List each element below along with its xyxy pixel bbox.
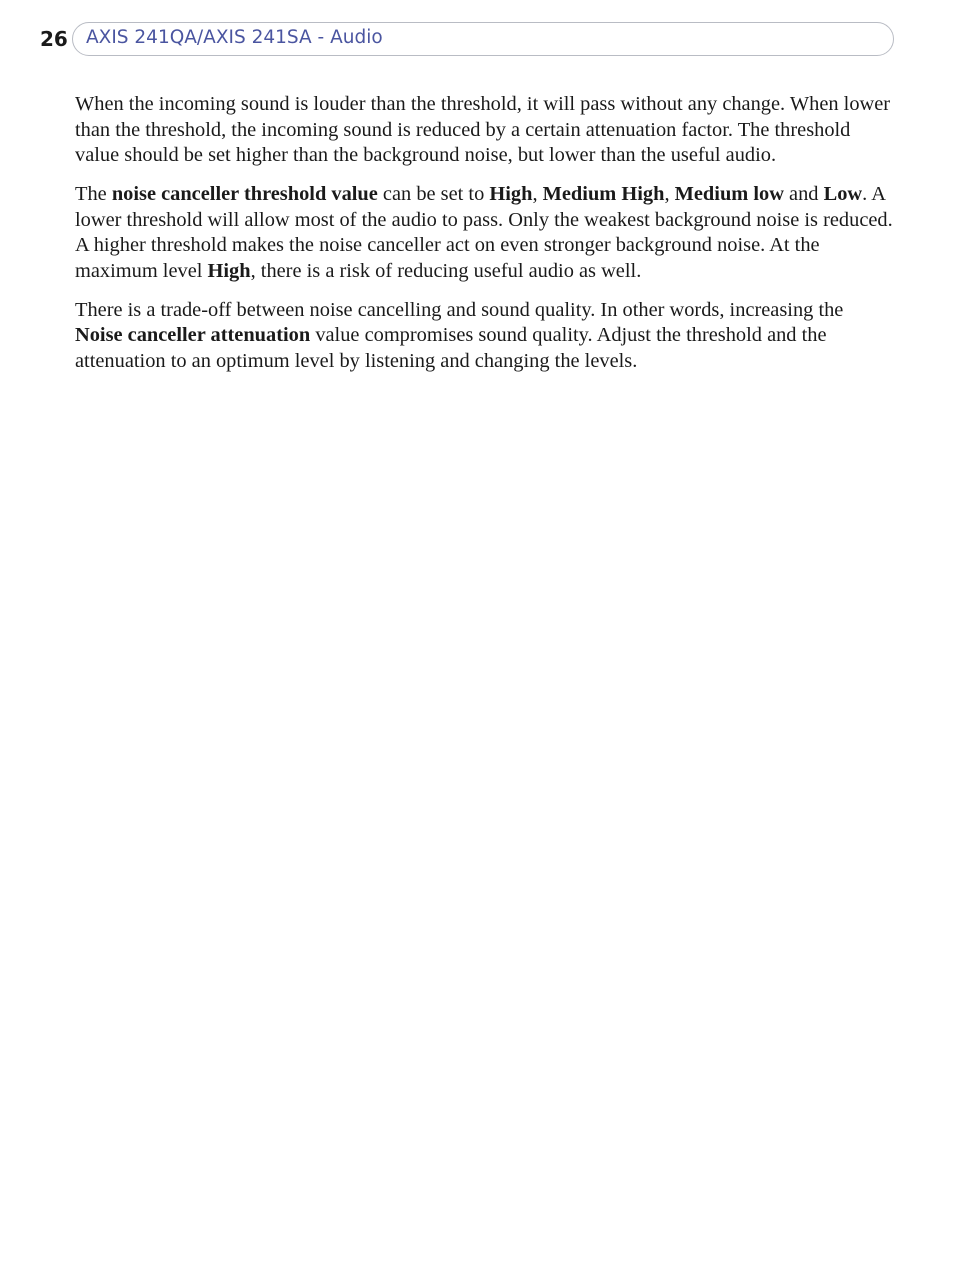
option-low: Low — [823, 183, 863, 205]
page-number: 26 — [40, 27, 68, 51]
term-attenuation: Noise canceller attenuation — [75, 324, 311, 346]
text-run: , — [664, 183, 675, 205]
text-run: , there is a risk of reducing useful audio as well. — [250, 259, 642, 282]
option-high-max: High — [207, 259, 251, 282]
header-title: AXIS 241QA/AXIS 241SA - Audio — [86, 27, 383, 48]
option-medium-low: Medium low — [674, 183, 784, 205]
paragraph-threshold-behavior: When the incoming sound is louder than the threshold, it will pass without any change. When lower than the threshold, the incoming sound is reduced by a certain attenuation factor. The threshold value should be set higher than the background noise, but lower than the useful audio. — [75, 93, 891, 166]
running-header — [72, 22, 894, 56]
text-run: There is a trade-off between noise cancelling and sound quality. In other words, increasing the — [75, 298, 844, 321]
paragraph-tradeoff — [75, 298, 893, 375]
body-text — [75, 92, 893, 388]
text-run: . A lower threshold will allow most of the audio to pass. Only the weakest background noise is reduced. A higher threshold makes the noise canceller act on even stronger background noise. At the maximum level — [75, 183, 893, 282]
text-run: and — [783, 183, 824, 205]
text-run: , — [532, 183, 543, 205]
text-run: The — [75, 183, 112, 205]
text-run: value compromises sound quality. Adjust the threshold and the attenuation to an optimum level by listening and changing the levels. — [75, 324, 827, 372]
option-high: High — [489, 183, 533, 205]
term-threshold-value: noise canceller threshold value — [111, 183, 378, 205]
option-medium-high: Medium High — [542, 183, 665, 205]
text-run: can be set to — [377, 183, 490, 205]
paragraph-threshold-values — [75, 182, 893, 284]
